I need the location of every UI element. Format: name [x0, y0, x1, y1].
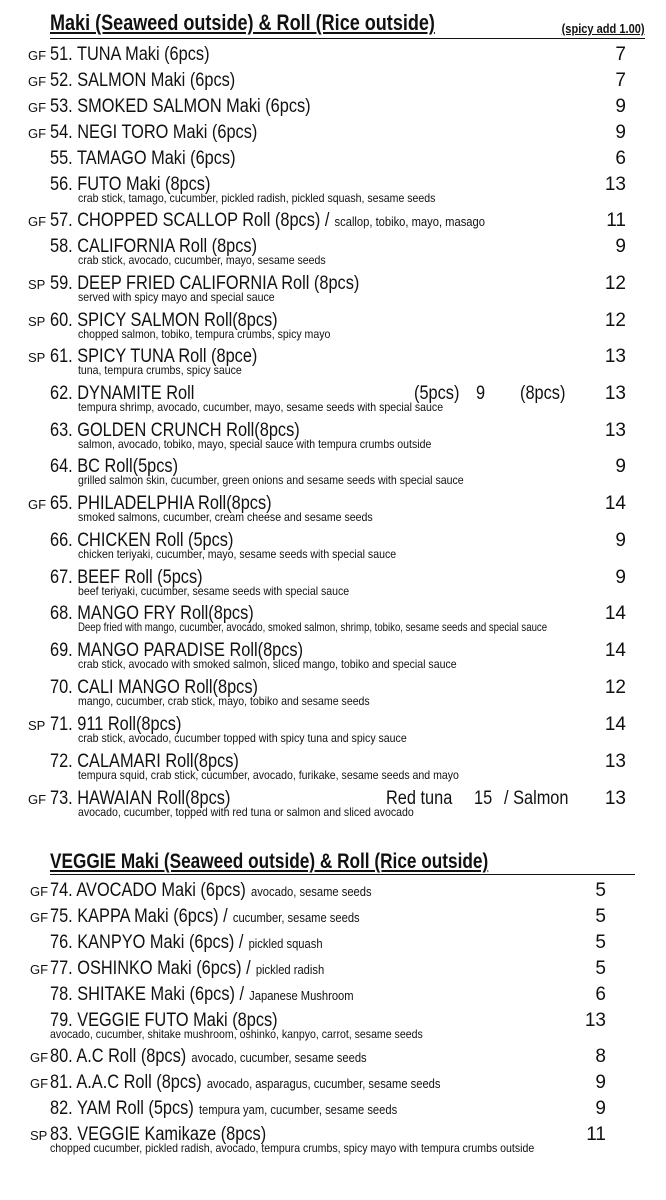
item-name	[50, 932, 323, 954]
item-description: chopped cucumber, pickled radish, avocado, tempura crumbs, spicy mayo with tempura crumbs outside	[50, 1141, 535, 1155]
item-name	[50, 1072, 440, 1094]
item-name-text: 82. YAM Roll (5pcs)	[50, 1098, 194, 1119]
item-name: 71. 911 Roll(8pcs)	[50, 714, 182, 735]
item-price: 14	[604, 640, 626, 661]
item-price: 8	[595, 1046, 606, 1067]
item-option-red-tuna-price: 15	[474, 788, 493, 809]
item-price: 13	[584, 1010, 606, 1031]
item-price: 14	[604, 603, 626, 624]
item-name-text: 57. CHOPPED SCALLOP Roll (8pcs) /	[50, 210, 330, 231]
item-option-5pcs-price: 9	[476, 383, 486, 404]
item-tag: SP	[28, 350, 46, 365]
item-tag: GF	[28, 48, 47, 63]
item-tag: SP	[28, 314, 46, 329]
veggie-section-header	[50, 850, 635, 875]
item-name	[50, 984, 354, 1006]
item-inline-description: scallop, tobiko, mayo, masago	[334, 214, 485, 229]
item-option-5pcs: (5pcs)	[414, 383, 460, 404]
item-price: 11	[586, 1124, 606, 1145]
item-price: 9	[615, 530, 626, 551]
item-name	[50, 210, 485, 232]
item-price: 13	[604, 420, 626, 441]
item-name	[50, 906, 360, 928]
item-price: 9	[615, 456, 626, 477]
item-name-text: 74. AVOCADO Maki (6pcs)	[50, 880, 246, 901]
item-name-text: 77. OSHINKO Maki (6pcs) /	[50, 958, 251, 979]
item-inline-description: avocado, asparagus, cucumber, sesame seeds	[206, 1076, 441, 1091]
item-name: 70. CALI MANGO Roll(8pcs)	[50, 677, 258, 698]
spicy-add-note: (spicy add 1.00)	[562, 21, 645, 36]
item-price: 9	[615, 236, 626, 257]
item-price: 5	[595, 880, 606, 901]
item-tag: GF	[30, 1050, 49, 1065]
item-tag: GF	[28, 100, 47, 115]
item-inline-description: pickled squash	[248, 936, 323, 951]
item-name: 63. GOLDEN CRUNCH Roll(8pcs)	[50, 420, 300, 441]
item-inline-description: cucumber, sesame seeds	[232, 910, 360, 925]
item-price: 5	[595, 932, 606, 953]
item-inline-description: pickled radish	[255, 962, 325, 977]
item-name-text: 76. KANPYO Maki (6pcs) /	[50, 932, 244, 953]
item-price: 14	[604, 714, 626, 735]
item-description: grilled salmon skin, cucumber, green onions and sesame seeds with special sauce	[78, 473, 464, 487]
item-name: 79. VEGGIE FUTO Maki (8pcs)	[50, 1010, 278, 1031]
item-tag: GF	[28, 792, 47, 807]
item-name: 58. CALIFORNIA Roll (8pcs)	[50, 236, 258, 257]
item-description: chicken teriyaki, cucumber, mayo, sesame seeds with special sauce	[78, 547, 397, 561]
item-price: 13	[604, 788, 626, 809]
item-name: 65. PHILADELPHIA Roll(8pcs)	[50, 493, 272, 514]
item-description: mango, cucumber, crab stick, mayo, tobiko and sesame seeds	[78, 694, 370, 708]
item-price: 12	[604, 310, 626, 331]
item-tag: GF	[30, 962, 49, 977]
item-description: avocado, cucumber, shitake mushroom, oshinko, kanpyo, carrot, sesame seeds	[50, 1027, 423, 1041]
item-price: 13	[604, 751, 626, 772]
item-name: 60. SPICY SALMON Roll(8pcs)	[50, 310, 278, 331]
item-name: 54. NEGI TORO Maki (6pcs)	[50, 122, 258, 143]
item-name: 83. VEGGIE Kamikaze (8pcs)	[50, 1124, 267, 1145]
item-inline-description: Japanese Mushroom	[249, 988, 354, 1003]
item-tag: GF	[30, 1076, 49, 1091]
item-description: crab stick, avocado, cucumber, mayo, sesame seeds	[78, 253, 326, 267]
item-tag: GF	[28, 497, 47, 512]
item-price: 13	[604, 174, 626, 195]
item-name: 51. TUNA Maki (6pcs)	[50, 44, 210, 65]
item-name: 64. BC Roll(5pcs)	[50, 456, 179, 477]
item-name: 55. TAMAGO Maki (6pcs)	[50, 148, 236, 169]
item-description: tuna, tempura crumbs, spicy sauce	[78, 363, 242, 377]
item-inline-description: tempura yam, cucumber, sesame seeds	[198, 1102, 398, 1117]
item-name: 61. SPICY TUNA Roll (8pce)	[50, 346, 258, 367]
item-price: 5	[595, 958, 606, 979]
item-description: served with spicy mayo and special sauce	[78, 290, 275, 304]
item-tag: SP	[28, 718, 46, 733]
item-option-8pcs: (8pcs)	[520, 383, 566, 404]
item-inline-description: avocado, cucumber, sesame seeds	[191, 1050, 367, 1065]
item-tag: GF	[28, 74, 47, 89]
item-tag: GF	[28, 214, 47, 229]
item-price: 6	[615, 148, 626, 169]
item-price: 5	[595, 906, 606, 927]
item-name	[50, 1046, 367, 1068]
item-price: 9	[615, 122, 626, 143]
item-tag: SP	[28, 277, 46, 292]
item-tag: SP	[30, 1128, 48, 1143]
item-price: 9	[595, 1072, 606, 1093]
item-tag: GF	[30, 884, 49, 899]
item-name: 73. HAWAIAN Roll(8pcs)	[50, 788, 231, 809]
item-name: 56. FUTO Maki (8pcs)	[50, 174, 211, 195]
item-price: 12	[604, 677, 626, 698]
item-tag: GF	[28, 126, 47, 141]
item-price: 13	[604, 383, 626, 404]
item-name	[50, 1098, 397, 1120]
item-name-text: 80. A.C Roll (8pcs)	[50, 1046, 187, 1067]
item-description: crab stick, tamago, cucumber, pickled radish, pickled squash, sesame seeds	[78, 191, 436, 205]
item-option-red-tuna: Red tuna	[386, 788, 453, 809]
item-name: 68. MANGO FRY Roll(8pcs)	[50, 603, 254, 624]
item-description: crab stick, avocado with smoked salmon, sliced mango, tobiko and special sauce	[78, 657, 457, 671]
maki-section-header	[50, 10, 645, 39]
item-description: beef teriyaki, cucumber, sesame seeds with special sauce	[78, 584, 350, 598]
item-name: 66. CHICKEN Roll (5pcs)	[50, 530, 234, 551]
item-inline-description: avocado, sesame seeds	[250, 884, 372, 899]
item-price: 11	[606, 210, 626, 231]
item-tag: GF	[30, 910, 49, 925]
item-price: 13	[604, 346, 626, 367]
item-price: 7	[615, 44, 626, 65]
item-name: 59. DEEP FRIED CALIFORNIA Roll (8pcs)	[50, 273, 360, 294]
item-name-text: 75. KAPPA Maki (6pcs) /	[50, 906, 228, 927]
item-description: chopped salmon, tobiko, tempura crumbs, spicy mayo	[78, 327, 331, 341]
item-price: 9	[615, 567, 626, 588]
item-description: tempura shrimp, avocado, cucumber, mayo, sesame seeds with special sauce	[78, 400, 444, 414]
item-name-text: 78. SHITAKE Maki (6pcs) /	[50, 984, 245, 1005]
item-name	[50, 880, 372, 902]
item-name: 69. MANGO PARADISE Roll(8pcs)	[50, 640, 304, 661]
item-price: 12	[604, 273, 626, 294]
item-name: 62. DYNAMITE Roll	[50, 383, 195, 404]
item-description: crab stick, avocado, cucumber topped with spicy tuna and spicy sauce	[78, 731, 407, 745]
item-description: Deep fried with mango, cucumber, avocado, smoked salmon, shrimp, tobiko, sesame seeds and special sauce	[78, 620, 548, 634]
item-price: 6	[595, 984, 606, 1005]
item-price: 9	[615, 96, 626, 117]
maki-section-title: Maki (Seaweed outside) & Roll (Rice outside)	[50, 10, 435, 35]
item-price: 7	[615, 70, 626, 91]
item-description: smoked salmons, cucumber, cream cheese and sesame seeds	[78, 510, 373, 524]
item-name	[50, 958, 324, 980]
item-name: 52. SALMON Maki (6pcs)	[50, 70, 236, 91]
item-name-text: 81. A.A.C Roll (8pcs)	[50, 1072, 202, 1093]
item-description: tempura squid, crab stick, cucumber, avocado, furikake, sesame seeds and mayo	[78, 768, 459, 782]
item-price: 9	[595, 1098, 606, 1119]
item-description: avocado, cucumber, topped with red tuna or salmon and sliced avocado	[78, 805, 414, 819]
item-description: salmon, avocado, tobiko, mayo, special sauce with tempura crumbs outside	[78, 437, 432, 451]
item-option-salmon: / Salmon	[504, 788, 569, 809]
item-name: 72. CALAMARI Roll(8pcs)	[50, 751, 239, 772]
item-name: 67. BEEF Roll (5pcs)	[50, 567, 203, 588]
item-price: 14	[604, 493, 626, 514]
veggie-section-title: VEGGIE Maki (Seaweed outside) & Roll (Rice outside)	[50, 850, 489, 873]
item-name: 53. SMOKED SALMON Maki (6pcs)	[50, 96, 311, 117]
